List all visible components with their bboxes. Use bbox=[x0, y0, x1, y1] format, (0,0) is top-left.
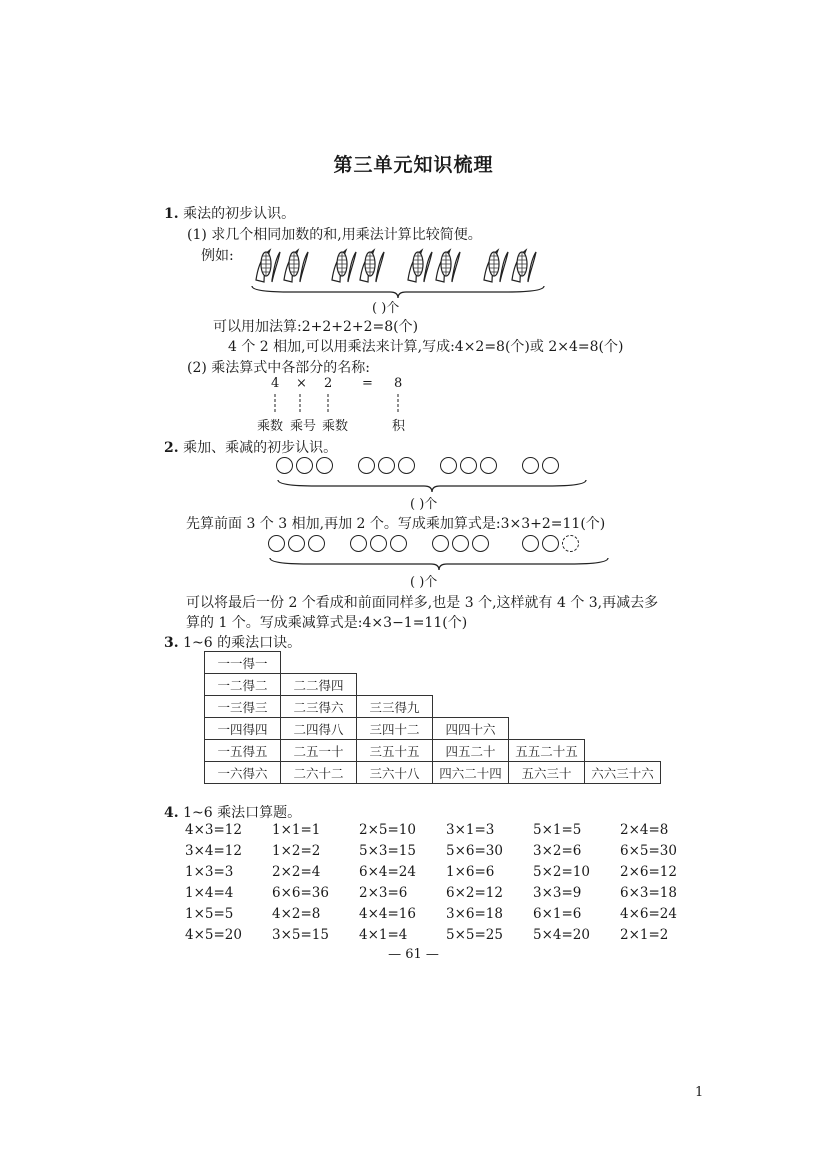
circle-icon bbox=[268, 535, 285, 552]
circle-icon bbox=[452, 535, 469, 552]
math-item: 5×4=20 bbox=[533, 927, 590, 943]
circle-icon bbox=[358, 457, 375, 474]
math-row bbox=[185, 927, 707, 948]
math-item: 1×6=6 bbox=[446, 864, 495, 880]
rhyme-cell: 二二得四 bbox=[281, 674, 357, 696]
section-number: 4. bbox=[164, 805, 179, 821]
math-item: 4×6=24 bbox=[620, 906, 677, 922]
rhyme-cell: 一一得一 bbox=[205, 652, 281, 674]
math-item: 2×3=6 bbox=[359, 885, 408, 901]
math-row bbox=[185, 885, 707, 906]
formula-product: 8 bbox=[394, 376, 403, 391]
corn-illustration bbox=[250, 246, 545, 286]
circle-icon bbox=[378, 457, 395, 474]
section-title: 1~6 的乘法口诀。 bbox=[183, 635, 302, 651]
math-row bbox=[185, 906, 707, 927]
math-item: 1×3=3 bbox=[185, 864, 234, 880]
empty-cell bbox=[357, 674, 433, 696]
math-item: 5×2=10 bbox=[533, 864, 590, 880]
name-product: 积 bbox=[392, 419, 406, 434]
table-row bbox=[205, 740, 661, 762]
rhyme-cell: 三三得九 bbox=[357, 696, 433, 718]
math-item: 5×5=25 bbox=[446, 927, 503, 943]
math-item: 1×2=2 bbox=[272, 843, 321, 859]
circle-icon bbox=[308, 535, 325, 552]
rhyme-cell: 三五十五 bbox=[357, 740, 433, 762]
circle-icon bbox=[472, 535, 489, 552]
table-row bbox=[205, 696, 661, 718]
page-number: — 61 — bbox=[388, 947, 439, 962]
section-number: 1. bbox=[164, 206, 179, 222]
page-title: 第三单元知识梳理 bbox=[333, 154, 494, 176]
rhyme-cell: 五六三十 bbox=[509, 762, 585, 784]
math-item: 3×4=12 bbox=[185, 843, 242, 859]
s1-paragraph-1: (1) 求几个相同加数的和,用乘法计算比较简便。 bbox=[187, 227, 482, 243]
addition-line: 可以用加法算:2+2+2+2=8(个) bbox=[213, 319, 419, 335]
rhyme-cell: 一六得六 bbox=[205, 762, 281, 784]
section-2-heading bbox=[164, 437, 337, 457]
math-item: 3×1=3 bbox=[446, 822, 495, 838]
blank-answer-3: ( )个 bbox=[410, 575, 438, 590]
formula-factor-1: 4 bbox=[271, 376, 280, 391]
s1-paragraph-2: (2) 乘法算式中各部分的名称: bbox=[187, 360, 370, 376]
table-row bbox=[205, 718, 661, 740]
brace-3 bbox=[268, 556, 610, 572]
circle-icon bbox=[522, 457, 539, 474]
math-item: 4×3=12 bbox=[185, 822, 242, 838]
formula-factor-2: 2 bbox=[324, 376, 333, 391]
empty-cell bbox=[585, 674, 661, 696]
math-item: 6×4=24 bbox=[359, 864, 416, 880]
math-item: 5×1=5 bbox=[533, 822, 582, 838]
table-row bbox=[205, 652, 661, 674]
math-item: 5×3=15 bbox=[359, 843, 416, 859]
empty-cell bbox=[281, 652, 357, 674]
section-title: 乘加、乘减的初步认识。 bbox=[183, 440, 338, 456]
circle-icon bbox=[522, 535, 539, 552]
section-title: 乘法的初步认识。 bbox=[183, 206, 296, 222]
math-item: 2×4=8 bbox=[620, 822, 669, 838]
circle-icon bbox=[296, 457, 313, 474]
circle-icon bbox=[460, 457, 477, 474]
circle-icon bbox=[276, 457, 293, 474]
math-item: 6×3=18 bbox=[620, 885, 677, 901]
math-item: 1×5=5 bbox=[185, 906, 234, 922]
circle-icon bbox=[316, 457, 333, 474]
math-item: 4×4=16 bbox=[359, 906, 416, 922]
circle-icon bbox=[480, 457, 497, 474]
rhyme-cell: 四五二十 bbox=[433, 740, 509, 762]
circle-icon bbox=[398, 457, 415, 474]
math-item: 2×2=4 bbox=[272, 864, 321, 880]
multiply-add-text: 先算前面 3 个 3 相加,再加 2 个。写成乘加算式是:3×3+2=11(个) bbox=[186, 516, 606, 532]
math-item: 3×3=9 bbox=[533, 885, 582, 901]
rhyme-cell: 一四得四 bbox=[205, 718, 281, 740]
empty-cell bbox=[509, 652, 585, 674]
table-row bbox=[205, 762, 661, 784]
rhyme-cell: 一三得三 bbox=[205, 696, 281, 718]
rhyme-cell: 二五一十 bbox=[281, 740, 357, 762]
formula-equals: = bbox=[362, 376, 373, 391]
math-item: 4×2=8 bbox=[272, 906, 321, 922]
empty-cell bbox=[509, 696, 585, 718]
empty-cell bbox=[357, 652, 433, 674]
empty-cell bbox=[585, 696, 661, 718]
circle-icon bbox=[350, 535, 367, 552]
formula-times-sign: × bbox=[296, 376, 307, 391]
mental-math-grid bbox=[185, 822, 707, 948]
formula-connectors bbox=[260, 393, 410, 413]
section-1-heading bbox=[164, 203, 295, 223]
circle-icon bbox=[542, 457, 559, 474]
math-item: 5×6=30 bbox=[446, 843, 503, 859]
empty-cell bbox=[585, 740, 661, 762]
dashed-circle-icon bbox=[562, 535, 579, 552]
math-item: 2×5=10 bbox=[359, 822, 416, 838]
rhyme-cell: 二三得六 bbox=[281, 696, 357, 718]
rhyme-cell: 四四十六 bbox=[433, 718, 509, 740]
table-row bbox=[205, 674, 661, 696]
circle-icon bbox=[390, 535, 407, 552]
rhyme-cell: 三六十八 bbox=[357, 762, 433, 784]
math-item: 6×2=12 bbox=[446, 885, 503, 901]
rhyme-cell: 四六二十四 bbox=[433, 762, 509, 784]
math-item: 4×5=20 bbox=[185, 927, 242, 943]
blank-answer-2: ( )个 bbox=[410, 497, 438, 512]
empty-cell bbox=[433, 674, 509, 696]
math-item: 4×1=4 bbox=[359, 927, 408, 943]
math-item: 3×6=18 bbox=[446, 906, 503, 922]
rhyme-cell: 六六三十六 bbox=[585, 762, 661, 784]
multiply-subtract-text-1: 可以将最后一份 2 个看成和前面同样多,也是 3 个,这样就有 4 个 3,再减去多 bbox=[186, 595, 659, 611]
empty-cell bbox=[509, 674, 585, 696]
circle-icon bbox=[432, 535, 449, 552]
rhyme-cell: 一二得二 bbox=[205, 674, 281, 696]
math-item: 3×2=6 bbox=[533, 843, 582, 859]
circle-group-row-1 bbox=[276, 457, 562, 474]
multiply-subtract-text-2: 算的 1 个。写成乘减算式是:4×3−1=11(个) bbox=[186, 615, 468, 631]
rhyme-cell: 二四得八 bbox=[281, 718, 357, 740]
multiplication-rhyme-table bbox=[204, 651, 661, 784]
rhyme-cell: 一五得五 bbox=[205, 740, 281, 762]
math-item: 2×6=12 bbox=[620, 864, 677, 880]
circle-icon bbox=[542, 535, 559, 552]
math-item: 1×1=1 bbox=[272, 822, 321, 838]
empty-cell bbox=[433, 652, 509, 674]
corner-number: 1 bbox=[695, 1085, 704, 1100]
multiplication-line: 4 个 2 相加,可以用乘法来计算,写成:4×2=8(个)或 2×4=8(个) bbox=[228, 339, 624, 355]
rhyme-cell: 五五二十五 bbox=[509, 740, 585, 762]
name-factor-2: 乘数 bbox=[322, 419, 349, 434]
rhyme-cell: 三四十二 bbox=[357, 718, 433, 740]
math-item: 3×5=15 bbox=[272, 927, 329, 943]
math-item: 6×6=36 bbox=[272, 885, 329, 901]
name-times-sign: 乘号 bbox=[290, 419, 317, 434]
math-item: 1×4=4 bbox=[185, 885, 234, 901]
math-item: 6×5=30 bbox=[620, 843, 677, 859]
circle-icon bbox=[370, 535, 387, 552]
empty-cell bbox=[585, 652, 661, 674]
empty-cell bbox=[433, 696, 509, 718]
brace-2 bbox=[276, 478, 588, 494]
rhyme-cell: 二六十二 bbox=[281, 762, 357, 784]
section-3-heading bbox=[164, 632, 301, 652]
math-row bbox=[185, 822, 707, 843]
math-row bbox=[185, 843, 707, 864]
section-4-heading bbox=[164, 802, 301, 822]
math-item: 2×1=2 bbox=[620, 927, 669, 943]
example-label: 例如: bbox=[201, 248, 234, 264]
name-factor-1: 乘数 bbox=[257, 419, 284, 434]
circle-group-row-2 bbox=[268, 535, 582, 552]
circle-icon bbox=[440, 457, 457, 474]
section-title: 1~6 乘法口算题。 bbox=[183, 805, 302, 821]
blank-answer-1: ( )个 bbox=[372, 301, 400, 316]
section-number: 3. bbox=[164, 635, 179, 651]
math-item: 6×1=6 bbox=[533, 906, 582, 922]
circle-icon bbox=[288, 535, 305, 552]
empty-cell bbox=[509, 718, 585, 740]
math-row bbox=[185, 864, 707, 885]
empty-cell bbox=[585, 718, 661, 740]
section-number: 2. bbox=[164, 440, 179, 456]
